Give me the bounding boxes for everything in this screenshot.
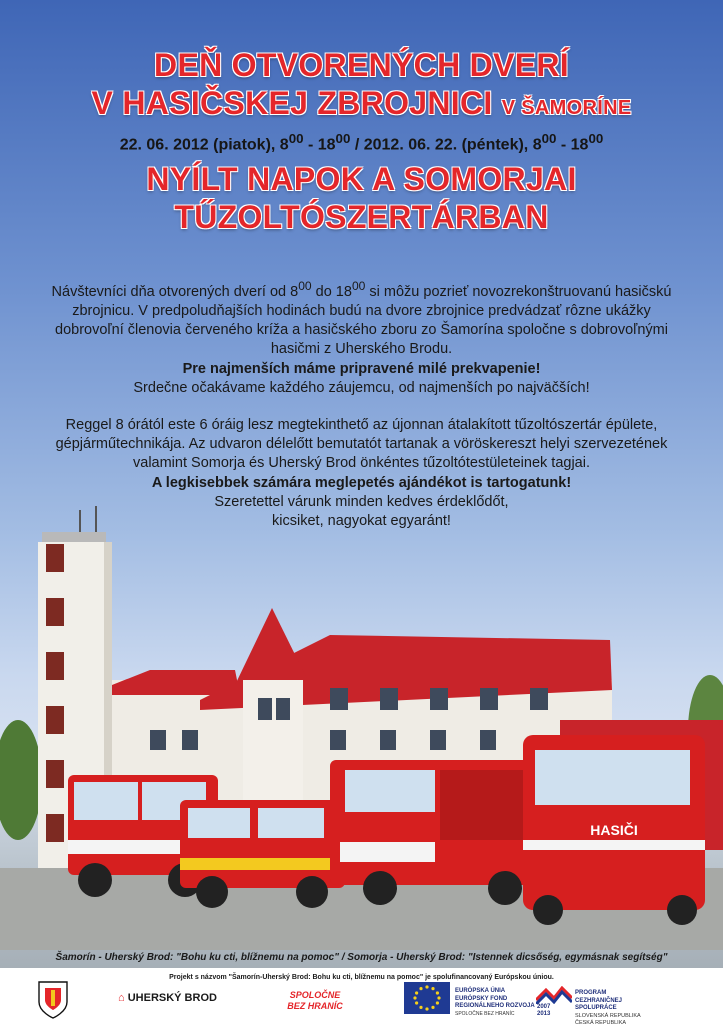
program-text	[575, 990, 641, 1024]
date-hu-from-sup: 00	[541, 131, 557, 146]
body-sk-closing: Srdečne očakávame každého záujemcu, od najmenších po najväčších!	[133, 379, 590, 396]
title-hu-line2: TŰZOLTÓSZERTÁRBAN	[174, 199, 549, 236]
title-sk-line1: DEŇ OTVORENÝCH DVERÍ	[154, 47, 569, 83]
title-sk-line2-main: V HASIČSKEJ ZBROJNICI	[91, 85, 493, 121]
body-sk-highlight: Pre najmenších máme pripravené milé prekvapenie!	[182, 360, 541, 377]
eu-line-4: SPOLOČNE BEZ HRANÍC	[455, 1010, 515, 1017]
title-hu-line1: NYÍLT NAPOK A SOMORJAI	[146, 161, 577, 198]
eu-fund-text	[455, 988, 535, 1018]
eu-flag-icon	[404, 982, 450, 1014]
spolocne-bez-hranic-logo	[282, 990, 348, 1012]
program-year-start: 2007	[537, 1004, 551, 1010]
program-line-3: SPOLUPRÁCE	[575, 1005, 617, 1011]
body-sk-intro-b: do 18	[311, 283, 352, 300]
body-hu-closing-2: kicsiket, nagyokat egyaránt!	[272, 513, 451, 530]
eu-line-2: EURÓPSKY FOND	[455, 995, 508, 1002]
title-block	[0, 46, 723, 236]
program-year-end: 2013	[537, 1011, 551, 1017]
tree-left	[0, 720, 42, 840]
date-sk-from-sup: 00	[288, 131, 304, 146]
body-sk	[40, 277, 683, 398]
date-sk: 22. 06. 2012 (piatok), 8	[119, 136, 289, 154]
body-hu-closing-1: Szeretettel várunk minden kedves érdeklődőt,	[214, 493, 509, 510]
eu-line-3: REGIONÁLNEHO ROZVOJA	[455, 1003, 535, 1009]
fire-station-photo	[0, 480, 723, 950]
body-sk-intro-c: si môžu pozrieť novozrekonštruovanú hasičskú zbrojnicu. V predpoludňajších hodinách budú na dvore zbrojnice predvádzať rôzne ukážky dobrovoľní členovia červeného kríža a hasičského zboru zo Šamorína spoločne s dobrovoľnými hasičmi z Uherského Brodu.	[55, 283, 672, 358]
body-hu-highlight: A legkisebbek számára meglepetés ajándékot is tartogatunk!	[151, 474, 572, 491]
fire-van	[523, 735, 705, 925]
cross-border-program-icon	[536, 986, 572, 1004]
date-hu-to: - 18	[556, 136, 589, 154]
uhersky-brod-logo	[118, 992, 217, 1004]
bez-hranic-label: BEZ HRANÍC	[287, 1001, 343, 1011]
program-line-2: CEZHRANIČNEJ	[575, 997, 623, 1004]
date-sk-to-sup: 00	[335, 131, 351, 146]
body-sk-sup2: 00	[351, 279, 366, 293]
spolocne-label: SPOLOČNE	[289, 990, 341, 1000]
title-sk-suffix: V ŠAMORÍNE	[501, 97, 632, 119]
uhersky-brod-label: UHERSKÝ BROD	[127, 992, 217, 1004]
body-sk-intro-a: Návštevníci dňa otvorených dverí od 8	[51, 283, 299, 300]
uhersky-brod-house-icon: ⌂	[118, 992, 125, 1004]
program-line-1: PROGRAM	[575, 990, 607, 996]
body-hu-intro: Reggel 8 órától este 6 óráig lesz megtekinthető az újonnan átalakított tűzoltószertár épülete, gépjárműtechnikája. Az udvaron délelőtt bemutatót tartanak a vöröskereszt helyi szervezetének valamint Somorja és Uherský Brod önkéntes tűzoltótestületeinek tagjai.	[55, 417, 668, 472]
eu-line-1: EURÓPSKA ÚNIA	[455, 988, 506, 994]
date-separator: /	[350, 136, 364, 154]
title-sk-line2	[0, 84, 723, 127]
samorin-coat-of-arms-icon	[36, 978, 70, 1020]
van-label: HASIČI	[590, 822, 638, 838]
body-sk-sup1: 00	[298, 279, 312, 293]
program-line-5: ČESKÁ REPUBLIKA	[575, 1020, 627, 1024]
date-sk-to: - 18	[303, 136, 336, 154]
date-hu-to-sup: 00	[588, 131, 604, 146]
program-years	[537, 1004, 550, 1018]
date-hu: 2012. 06. 22. (péntek), 8	[363, 136, 542, 154]
footer	[0, 968, 723, 1024]
program-line-4: SLOVENSKÁ REPUBLIKA	[575, 1012, 641, 1019]
body-sk-intro	[40, 277, 683, 360]
event-date	[0, 131, 723, 154]
project-notice: Projekt s názvom "Šamorín-Uherský Brod: Bohu ku cti, blížnemu na pomoc" je spolufinancovaný Európskou úniou.	[169, 974, 554, 981]
photo-caption: Šamorín - Uherský Brod: "Bohu ku cti, blížnemu na pomoc" / Somorja - Uherský Brod: "Istennek dicsőség, egymásnak segítség"	[55, 952, 668, 963]
